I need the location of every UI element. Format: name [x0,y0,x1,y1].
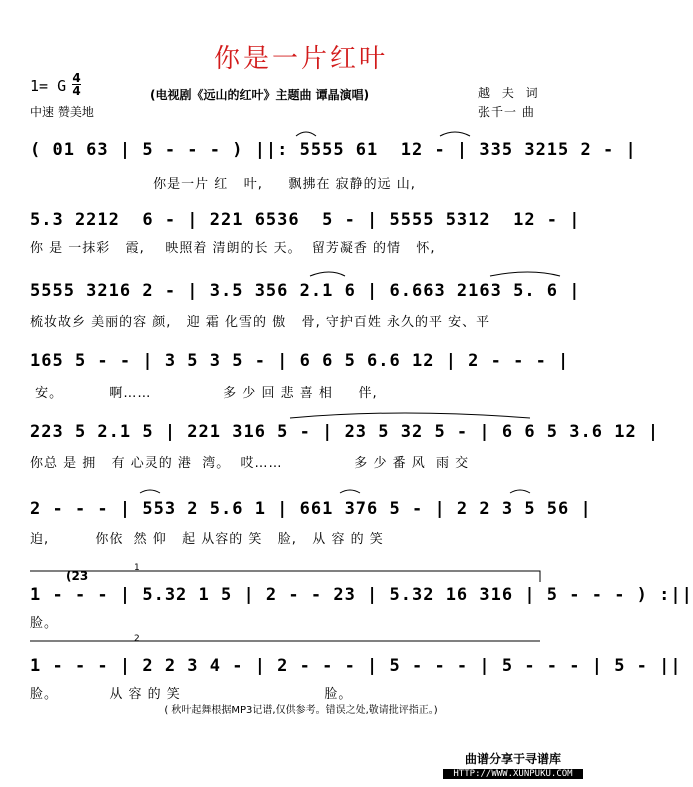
key-signature: 1= G [30,77,67,95]
lyrics-row: 你 是 一抹彩 霞, 映照着 清朗的长 天。 留芳凝香 的情 怀, [30,241,436,256]
tempo-marking: 中速 赞美地 [30,105,94,119]
notation-row: 5555 3216 2 - | 3.5 356 2.1 6 | 6.663 2163 5. 6 | [30,281,581,301]
notation-row: 5.3 2212 6 - | 221 6536 5 - | 5555 5312 12 - | [30,210,581,230]
time-signature-bottom: 4 [72,84,81,98]
lyrics-row: 你是一片 红 叶, 飘拂在 寂静的远 山, [30,177,416,192]
lyrics-row: 脸。 从 容 的 笑 脸。 [30,687,353,702]
subtitle: (电视剧《远山的红叶》主题曲 谭晶演唱) [150,88,370,102]
song-title: 你是一片红叶 [213,44,388,74]
first-ending-label: 1 [134,563,140,573]
lyricist-credit: 越 夫 词 [478,86,542,100]
notation-row: 223 5 2.1 5 | 221 316 5 - | 23 5 32 5 - | 6 6 5 3.6 12 | [30,422,660,442]
lyrics-row: 迫, 你依 然 仰 起 从容的 笑 脸, 从 容 的 笑 [30,532,384,547]
time-signature-top: 4 [72,71,81,85]
second-ending-label: 2 [134,634,140,644]
footnote: ( 秋叶起舞根据MP3记谱,仅供参考。错误之处,敬请批评指正。) [164,705,438,716]
pickup-label: (23 [66,569,89,583]
notation-row: 1 - - - | 5.32 1 5 | 2 - - 23 | 5.32 16 316 | 5 - - - ) :|| [30,585,693,605]
notation-row: 165 5 - - | 3 5 3 5 - | 6 6 5 6.6 12 | 2 - - - | [30,351,570,371]
source-stamp [443,750,583,779]
notation-row: 2 - - - | 553 2 5.6 1 | 661 376 5 - | 2 2 3 5 56 | [30,499,592,519]
lyrics-row: 梳妆故乡 美丽的容 颜, 迎 霜 化雪的 傲 骨, 守护百姓 永久的平 安、平 [30,315,491,330]
lyrics-row: 安。 啊…… 多 少 回 悲 喜 相 伴, [30,386,378,401]
stamp-name: 曲谱分享于寻谱库 [464,752,561,766]
composer-credit: 张千一 曲 [478,105,535,119]
stamp-url[interactable]: HTTP://WWW.XUNPUKU.COM [443,769,583,779]
notation-row: 1 - - - | 2 2 3 4 - | 2 - - - | 5 - - - | 5 - - - | 5 - || [30,656,682,676]
lyrics-row: 你总 是 拥 有 心灵的 港 湾。 哎…… 多 少 番 风 雨 交 [30,456,470,471]
lyrics-row: 脸。 [30,616,59,631]
notation-row: ( 01 63 | 5 - - - ) ||: 5555 61 12 - | 335 3215 2 - | [30,140,637,160]
